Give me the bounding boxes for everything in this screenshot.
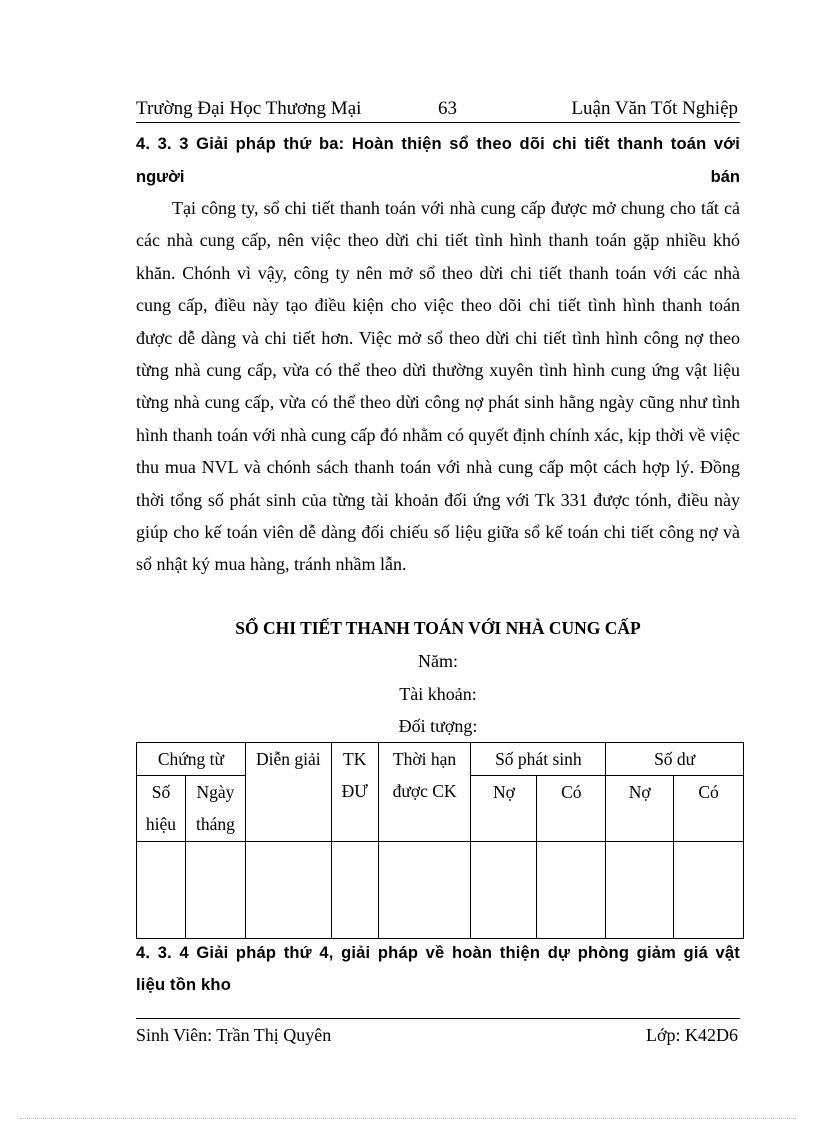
col-incurred: Số phát sinh <box>471 743 606 776</box>
empty-cell <box>378 842 471 939</box>
empty-cell <box>606 842 674 939</box>
empty-cell <box>331 842 378 939</box>
empty-cell <box>537 842 606 939</box>
col-description: Diễn giải <box>245 743 331 842</box>
section-3-heading: 4. 3. 3 Giải pháp thứ ba: Hoàn thiện sổ theo dõi chi tiết thanh toán với <box>136 135 740 153</box>
ledger-table <box>136 742 744 939</box>
col-voucher-date: Ngày tháng <box>185 776 245 842</box>
header-thesis: Luận Văn Tốt Nghiệp <box>571 98 738 119</box>
section-4-heading-continued: liệu tồn kho <box>136 976 231 994</box>
empty-cell <box>245 842 331 939</box>
ledger-subject-label: Đối tượng: <box>398 716 478 736</box>
col-balance-credit: Có <box>674 776 744 842</box>
ledger-header-row <box>137 743 744 776</box>
section-4-heading: 4. 3. 4 Giải pháp thứ 4, giải pháp về hoàn thiện dự phòng giảm giá vật <box>136 944 740 962</box>
section-3-heading-right-word: bán <box>710 168 740 186</box>
empty-cell <box>674 842 744 939</box>
footer-student: Sinh Viên: Trần Thị Quyên <box>136 1025 332 1045</box>
header-page-number: 63 <box>438 98 457 119</box>
ledger-year-label: Năm: <box>418 651 458 671</box>
page-header <box>136 96 740 123</box>
col-voucher: Chứng từ <box>137 743 246 776</box>
col-balance: Số dư <box>606 743 744 776</box>
col-incurred-debit: Nợ <box>471 776 537 842</box>
col-balance-debit: Nợ <box>606 776 674 842</box>
page-bottom-divider <box>20 1118 796 1119</box>
empty-cell <box>471 842 537 939</box>
col-discount-term: Thời hạn được CK <box>378 743 471 842</box>
section-3-heading-left-word: người <box>136 168 185 186</box>
ledger-account-label: Tài khoản: <box>399 684 477 704</box>
col-voucher-no: Số hiệu <box>137 776 186 842</box>
header-school: Trường Đại Học Thương Mại <box>136 98 362 119</box>
section-3-paragraph: Tại công ty, sổ chi tiết thanh toán với nhà cung cấp được mở chung cho tất cả các nhà cung cấp, nên việc theo dừi chi tiết tình hình thanh toán gặp nhiều khó khăn. Chónh vì vậy, công ty nên mở sổ theo dừi chi tiết thanh toán với các nhà cung cấp, điều này tạo điều kiện cho việc theo dõi chi tiết tình hình thanh toán được dễ dàng và chi tiết hơn. Việc mở sổ theo dừi chi tiết tình hình công nợ theo từng nhà cung cấp, vừa có thể theo dừi thường xuyên tình hình cung ứng vật liệu từng nhà cung cấp, vừa có thể theo dừi công nợ phát sinh hằng ngày cũng như tình hình thanh toán với nhà cung cấp đó nhằm có quyết định chính xác, kịp thời về việc thu mua NVL và chónh sách thanh toán với nhà cung cấp một cách hợp lý. Đồng thời tổng số phát sinh của từng tài khoản đối ứng với Tk 331 được tónh, điều này giúp cho kế toán viên dễ dàng đối chiếu số liệu giữa sổ kế toán chi tiết công nợ và sổ nhật ký mua hàng, tránh nhầm lẫn. <box>136 198 740 575</box>
col-account: TK ĐƯ <box>331 743 378 842</box>
page-footer <box>136 1018 740 1051</box>
footer-class: Lớp: K42D6 <box>645 1025 738 1045</box>
col-incurred-credit: Có <box>537 776 606 842</box>
empty-cell <box>137 842 186 939</box>
ledger-empty-row <box>137 842 744 939</box>
ledger-title: SỔ CHI TIẾT THANH TOÁN VỚI NHÀ CUNG CẤP <box>235 618 641 638</box>
section-3-heading-continued <box>136 161 740 193</box>
empty-cell <box>185 842 245 939</box>
